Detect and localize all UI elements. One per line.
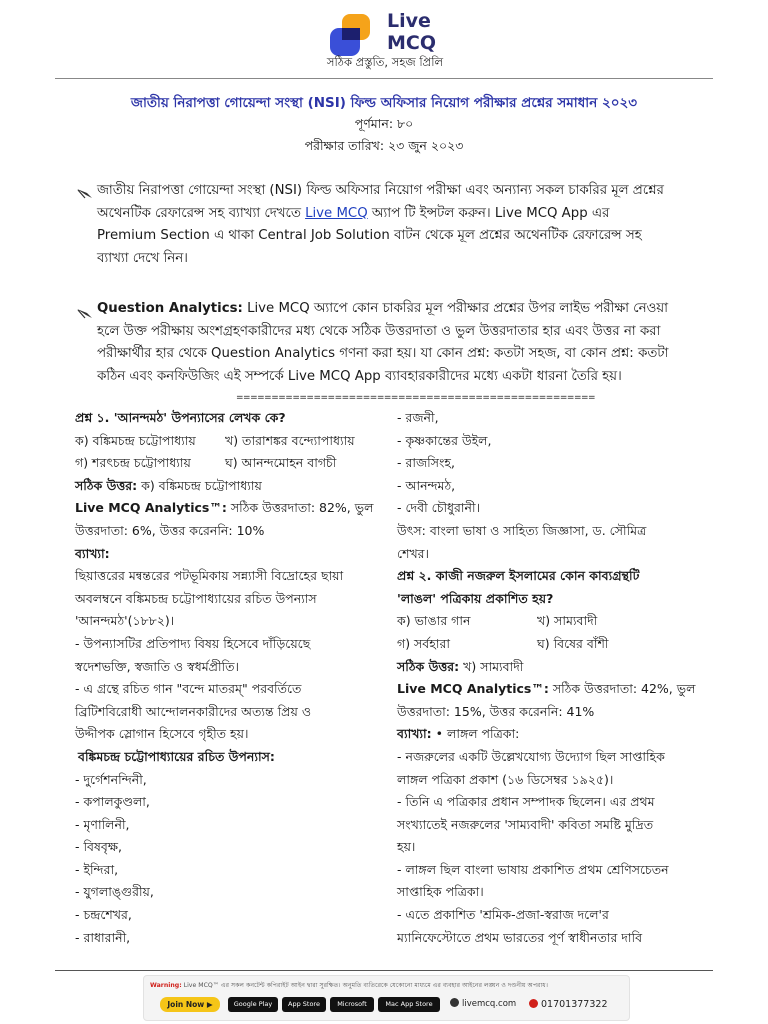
phone-number[interactable]: [529, 997, 608, 1012]
explanation-line: - এ গ্রন্থে রচিত গান "বন্দে মাতরম্" পরবর্তিতে: [75, 681, 302, 697]
option-kha: খ) তারাশঙ্কর বন্দ্যোপাধ্যায়: [225, 432, 355, 448]
footer-divider: [55, 970, 713, 971]
explanation-line: সংখ্যাতেই নজরুলের 'সাম্যবাদী' কবিতা সমষ্টি মুদ্রিত: [397, 816, 654, 832]
novel-item: - দেবী চৌধুরানী।: [397, 500, 481, 516]
brand-live: Live: [387, 10, 431, 32]
intro-line: পরীক্ষার্থীর হার থেকে Question Analytics গণনা করা হয়। যা কোন প্রশ্ন: কতটা সহজ, বা কোন প্রশ্ন: কতটা: [97, 346, 669, 362]
full-marks: পূর্ণমান: ৮০: [354, 116, 414, 131]
header-divider: [55, 78, 713, 79]
analytics-label: Live MCQ Analytics™:: [397, 681, 549, 697]
novel-item: - রাজসিংহ,: [397, 455, 455, 471]
correct-answer: [397, 656, 717, 679]
right-column: [397, 407, 717, 949]
novel-item: - যুগলাঙ্গুরীয়,: [75, 884, 154, 900]
website-text: livemcq.com: [462, 999, 517, 1009]
option-gha: ঘ) বিষের বাঁশী: [537, 635, 609, 651]
novel-item: - কপালকুণ্ডলা,: [75, 794, 150, 810]
brand-mcq: MCQ: [387, 32, 437, 54]
explanation-line: - লাঙ্গল ছিল বাংলা ভাষায় প্রকাশিত প্রথম শ্রেণিসচেতন: [397, 861, 669, 877]
analytics-line: উত্তরদাতা: 15%, উত্তর করেননি: 41%: [397, 703, 595, 719]
intro-line: Premium Section এ থাকা Central Job Solution বাটন থেকে মূল প্রশ্নের অথেনটিক রেফারেন্স সহ: [97, 228, 642, 244]
intro-text: Live MCQ অ্যাপে কোন চাকরির মূল পরীক্ষার প্রশ্নের উপর লাইভ পরীক্ষা নেওয়া: [247, 301, 668, 316]
pen-bullet-icon: [76, 306, 94, 320]
option-ka: ক) বঙ্কিমচন্দ্র চট্টোপাধ্যায়: [75, 432, 196, 448]
novel-item: - দুর্গেশনন্দিনী,: [75, 771, 147, 787]
website-link[interactable]: [450, 997, 516, 1012]
phone-text: 01701377322: [541, 999, 608, 1010]
phone-icon: [529, 999, 538, 1008]
question-analytics-label: Question Analytics:: [97, 301, 243, 316]
page-title: জাতীয় নিরাপত্তা গোয়েন্দা সংস্থা (NSI) ফিল্ড অফিসার নিয়োগ পরীক্ষার প্রশ্নের সমাধান ২০২৩: [130, 95, 638, 111]
analytics-line: উত্তরদাতা: 6%, উত্তর করেননি: 10%: [75, 522, 265, 538]
answer-label: সঠিক উত্তর:: [397, 658, 460, 674]
explanation-text: • লাঙ্গল পত্রিকা:: [435, 726, 520, 742]
novel-item: - বিষবৃক্ষ,: [75, 839, 122, 855]
explanation-label: ব্যাখ্যা:: [75, 545, 110, 561]
correct-answer: [75, 475, 385, 498]
question-1-block: [75, 407, 385, 949]
explanation-line: উদ্দীপক স্লোগান হিসেবে গৃহীত হয়।: [75, 726, 249, 742]
live-mcq-link[interactable]: Live MCQ: [305, 205, 368, 221]
intro-text: অথেনটিক রেফারেন্স সহ ব্যাখ্যা দেখতে: [97, 205, 301, 221]
options-row: [75, 430, 385, 453]
analytics-text: সঠিক উত্তরদাতা: 82%, ভুল: [230, 500, 374, 516]
options-row: [397, 633, 717, 656]
intro-line: কঠিন এবং কনফিউজিং এই সম্পর্কে Live MCQ App ব্যাবহারকারীদের মধ্যে একটা ধারনা তৈরি হয়।: [97, 368, 622, 384]
footer-banner: [143, 975, 630, 1021]
answer-text: খ) সাম্যবাদী: [463, 658, 524, 674]
intro-paragraph-1: [97, 180, 712, 270]
source-line: শেখর।: [397, 545, 430, 561]
intro-line: জাতীয় নিরাপত্তা গোয়েন্দা সংস্থা (NSI) ফিল্ড অফিসার নিয়োগ পরীক্ষা এবং অন্যান্য সকল চাকরির মূল প্রশ্নের: [97, 183, 664, 198]
analytics-line: [397, 678, 717, 701]
explanation-line: ম্যানিফেস্টোতে প্রথম ভারতের পূর্ণ স্বাধীনতার দাবি: [397, 929, 643, 945]
novel-item: - চন্দ্রশেখর,: [75, 907, 132, 923]
explanation-label: ব্যাখ্যা:: [397, 726, 432, 742]
warning-text: Live MCQ™ এর সকল কনটেন্ট কপিরাইট আইন দ্বারা সুরক্ষিত। অনুমতি ব্যতিরেকে যেকোনো মাধ্যমে এর ব্যবহার আইনের লঙ্ঘন ও দণ্ডনীয় অপরাধ।: [183, 982, 548, 989]
explanation-line: হয়।: [397, 839, 416, 855]
analytics-text: সঠিক উত্তরদাতা: 42%, ভুল: [552, 681, 696, 697]
option-ka: ক) ভাঙার গান: [397, 613, 471, 629]
explanation-line: সাপ্তাহিক পত্রিকা।: [397, 884, 484, 900]
pen-bullet-icon: [76, 186, 94, 200]
options-row: [397, 610, 717, 633]
join-now-button[interactable]: Join Now ▶: [160, 997, 220, 1012]
explanation-line: - নজরুলের একটি উল্লেখযোগ্য উদ্যোগ ছিল সাপ্তাহিক: [397, 748, 665, 764]
explanation-line: - উপন্যাসটির প্রতিপাদ্য বিষয় হিসেবে দাঁড়িয়েছে: [75, 635, 311, 651]
answer-text: ক) বঙ্কিমচন্দ্র চট্টোপাধ্যায়: [141, 477, 262, 493]
analytics-label: Live MCQ Analytics™:: [75, 500, 227, 516]
exam-date: পরীক্ষার তারিখ: ২৩ জুন ২০২৩: [304, 138, 464, 153]
intro-line: ব্যাখ্যা দেখে নিন।: [97, 250, 188, 266]
explanation-line: স্বদেশভক্তি, স্বজাতি ও স্বধর্মপ্রীতি।: [75, 658, 239, 674]
copyright-warning: [150, 980, 625, 991]
explanation-first-line: [397, 723, 717, 746]
options-row: [75, 452, 385, 475]
app-store-badge[interactable]: App Store: [282, 997, 326, 1012]
live-mcq-logo-icon: [328, 14, 378, 58]
explanation-line: ব্রিটিশবিরোধী আন্দোলনকারীদের অত্যন্ত প্রিয় ও: [75, 703, 312, 719]
google-play-badge[interactable]: Google Play: [228, 997, 278, 1012]
intro-line: হলে উক্ত পরীক্ষায় অংশগ্রহণকারীদের মধ্য থেকে সঠিক উত্তরদাতা ও ভুল উত্তরদাতার হার এবং উত্তর না করা: [97, 323, 661, 339]
question-1-title: প্রশ্ন ১. 'আনন্দমঠ' উপন্যাসের লেখক কে?: [75, 410, 286, 425]
novel-item: - ইন্দিরা,: [75, 861, 119, 877]
question-2-title: প্রশ্ন ২. কাজী নজরুল ইসলামের কোন কাব্যগ্রন্থটি: [397, 568, 640, 584]
novel-item: - রজনী,: [397, 410, 439, 425]
option-ga: গ) শরৎচন্দ্র চট্টোপাধ্যায়: [75, 455, 191, 471]
explanation-line: - তিনি এ পত্রিকার প্রধান সম্পাদক ছিলেন। এর প্রথম: [397, 794, 655, 810]
globe-icon: [450, 998, 459, 1007]
intro-line: [97, 203, 712, 226]
mac-app-store-badge[interactable]: Mac App Store: [378, 997, 440, 1012]
novel-item: - কৃষ্ণকান্তের উইল,: [397, 432, 492, 448]
intro-line: [97, 298, 712, 321]
intro-text: অ্যাপ টি ইন্সটল করুন। Live MCQ App এর: [371, 205, 610, 221]
question-2-title-cont: 'লাঙল' পত্রিকায় প্রকাশিত হয়?: [397, 590, 554, 606]
tagline: সঠিক প্রস্তুতি, সহজ প্রিলি: [326, 55, 444, 69]
explanation-line: লাঙ্গল পত্রিকা প্রকাশ (১৬ ডিসেম্বর ১৯২৫)।: [397, 771, 614, 787]
explanation-line: - এতে প্রকাশিত 'শ্রমিক-প্রজা-স্বরাজ দলে'র: [397, 907, 609, 923]
novels-heading: বঙ্কিমচন্দ্র চট্টোপাধ্যায়ের রচিত উপন্যাস:: [78, 748, 275, 764]
explanation-line: 'আনন্দমঠ'(১৮৮২)।: [75, 613, 175, 629]
microsoft-store-badge[interactable]: Microsoft: [330, 997, 374, 1012]
novel-item: - মৃণালিনী,: [75, 816, 130, 832]
novel-item: - রাধারানী,: [75, 929, 131, 945]
warning-label: Warning:: [150, 982, 182, 989]
answer-label: সঠিক উত্তর:: [75, 477, 138, 493]
explanation-line: ছিয়াত্তরের মন্বন্তরের পটভূমিকায় সন্ন্যাসী বিদ্রোহের ছায়া: [75, 568, 344, 584]
separator-line: ===================================================: [236, 393, 596, 403]
intro-paragraph-2: [97, 298, 712, 388]
option-gha: ঘ) আনন্দমোহন বাগচী: [225, 455, 337, 471]
analytics-line: [75, 497, 385, 520]
explanation-line: অবলম্বনে বঙ্কিমচন্দ্র চট্টোপাধ্যায়ের রচিত উপন্যাস: [75, 590, 317, 606]
source-line: উৎস: বাংলা ভাষা ও সাহিত্য জিজ্ঞাসা, ড. সৌমিত্র: [397, 522, 647, 538]
option-kha: খ) সাম্যবাদী: [537, 613, 598, 629]
option-ga: গ) সর্বহারা: [397, 635, 450, 651]
novel-item: - আনন্দমঠ,: [397, 477, 456, 493]
